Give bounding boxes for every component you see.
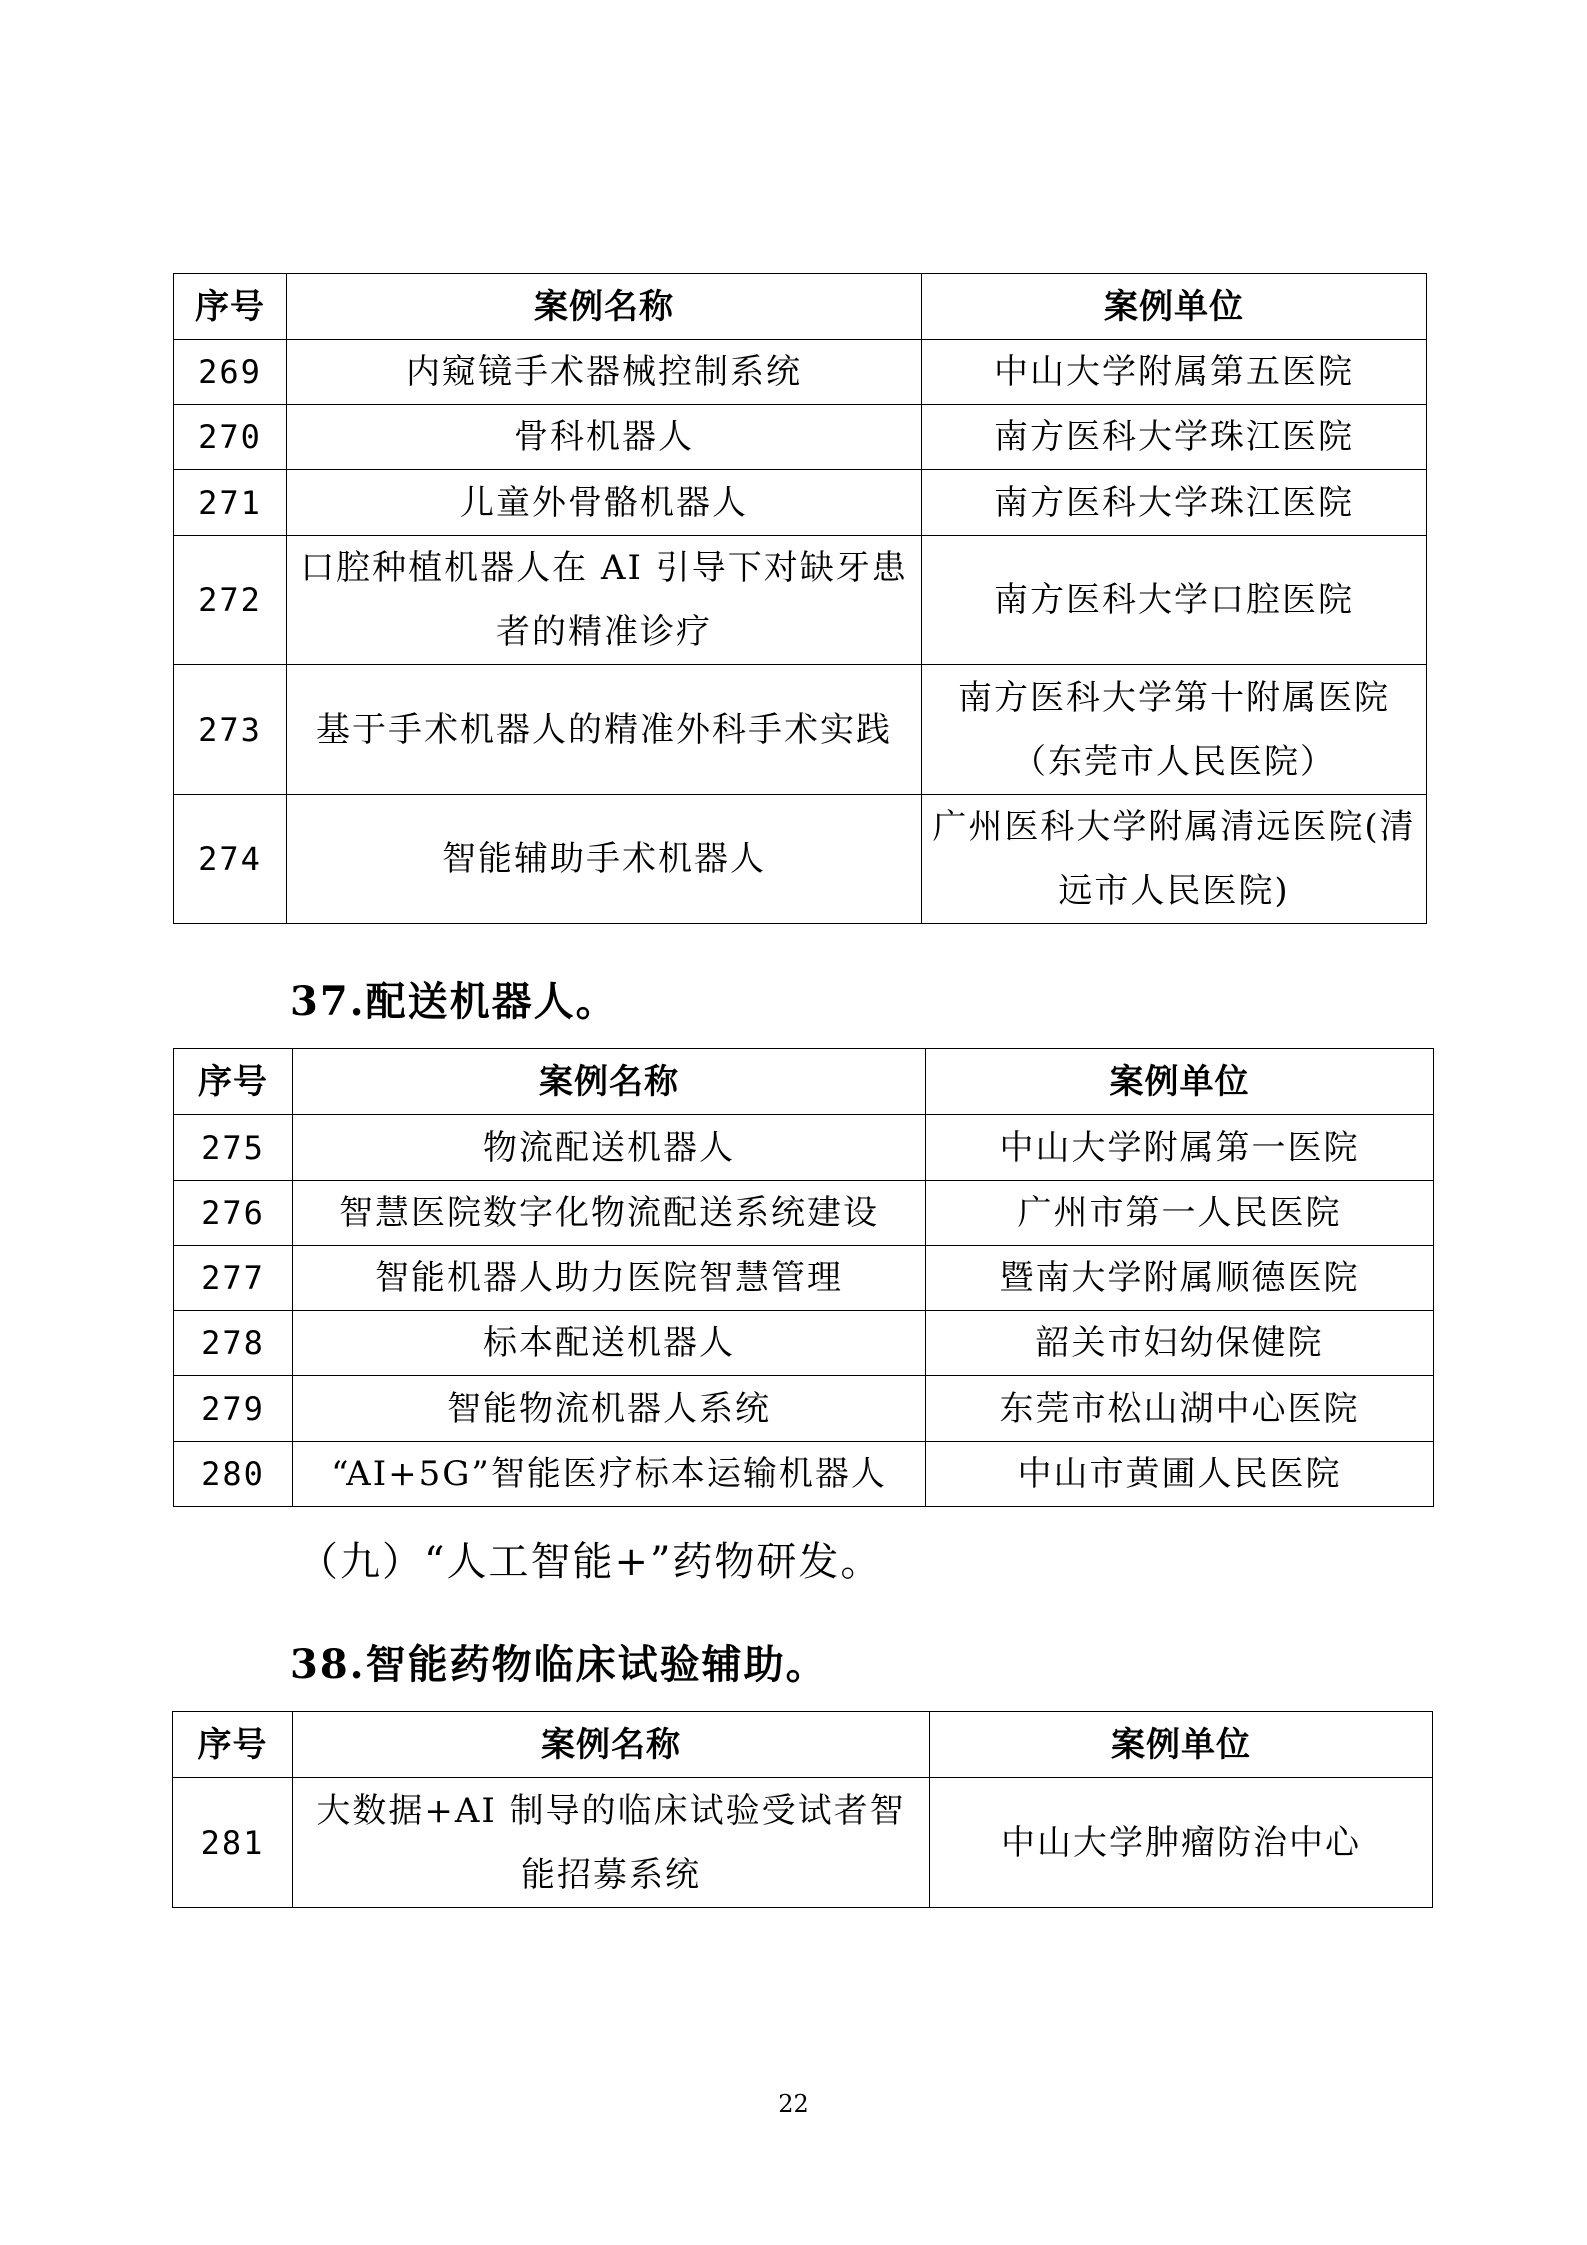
row-num: 273 bbox=[174, 665, 287, 795]
row-unit: 南方医科大学珠江医院 bbox=[922, 405, 1427, 470]
row-num: 271 bbox=[174, 470, 287, 536]
row-num: 270 bbox=[174, 405, 287, 470]
row-num: 272 bbox=[174, 536, 287, 665]
table-row bbox=[173, 1778, 1433, 1908]
row-name: 智能辅助手术机器人 bbox=[287, 795, 922, 924]
header-num: 序号 bbox=[174, 1049, 293, 1115]
table-row bbox=[174, 1246, 1434, 1311]
table-row bbox=[174, 1181, 1434, 1246]
header-name: 案例名称 bbox=[293, 1712, 930, 1778]
row-name: 骨科机器人 bbox=[287, 405, 922, 470]
row-name: 基于手术机器人的精准外科手术实践 bbox=[287, 665, 922, 795]
row-num: 281 bbox=[173, 1778, 293, 1908]
header-unit: 案例单位 bbox=[926, 1049, 1434, 1115]
section-heading-9: （九）“人工智能+”药物研发。 bbox=[298, 1539, 883, 1585]
header-unit: 案例单位 bbox=[922, 274, 1427, 340]
row-name: 儿童外骨骼机器人 bbox=[287, 470, 922, 536]
row-num: 274 bbox=[174, 795, 287, 924]
page-number: 22 bbox=[778, 2090, 809, 2118]
row-name: 智慧医院数字化物流配送系统建设 bbox=[293, 1181, 926, 1246]
table-row bbox=[174, 1376, 1434, 1442]
row-name: 内窥镜手术器械控制系统 bbox=[287, 340, 922, 405]
table-row bbox=[174, 1311, 1434, 1376]
header-name: 案例名称 bbox=[287, 274, 922, 340]
row-unit: 东莞市松山湖中心医院 bbox=[926, 1376, 1434, 1442]
row-unit: 广州市第一人民医院 bbox=[926, 1181, 1434, 1246]
row-unit: 中山大学肿瘤防治中心 bbox=[930, 1778, 1433, 1908]
row-num: 275 bbox=[174, 1115, 293, 1181]
row-unit: 中山市黄圃人民医院 bbox=[926, 1442, 1434, 1507]
row-num: 280 bbox=[174, 1442, 293, 1507]
table-row bbox=[174, 1442, 1434, 1507]
table-row bbox=[174, 470, 1427, 536]
case-table-2 bbox=[173, 1048, 1434, 1507]
table-row bbox=[174, 536, 1427, 665]
table-row bbox=[174, 340, 1427, 405]
header-num: 序号 bbox=[174, 274, 287, 340]
row-num: 276 bbox=[174, 1181, 293, 1246]
row-name: 智能物流机器人系统 bbox=[293, 1376, 926, 1442]
row-name: “AI+5G”智能医疗标本运输机器人 bbox=[293, 1442, 926, 1507]
header-name: 案例名称 bbox=[293, 1049, 926, 1115]
section-heading-37: 37.配送机器人。 bbox=[290, 978, 618, 1025]
case-table-3 bbox=[172, 1711, 1433, 1908]
row-name: 大数据+AI 制导的临床试验受试者智能招募系统 bbox=[293, 1778, 930, 1908]
row-unit: 韶关市妇幼保健院 bbox=[926, 1311, 1434, 1376]
row-unit: 广州医科大学附属清远医院(清远市人民医院) bbox=[922, 795, 1427, 924]
row-unit: 南方医科大学珠江医院 bbox=[922, 470, 1427, 536]
row-unit: 中山大学附属第一医院 bbox=[926, 1115, 1434, 1181]
table-row bbox=[174, 1115, 1434, 1181]
row-num: 269 bbox=[174, 340, 287, 405]
header-unit: 案例单位 bbox=[930, 1712, 1433, 1778]
case-table-1 bbox=[173, 273, 1427, 924]
table-row bbox=[174, 405, 1427, 470]
header-num: 序号 bbox=[173, 1712, 293, 1778]
row-num: 277 bbox=[174, 1246, 293, 1311]
row-name: 智能机器人助力医院智慧管理 bbox=[293, 1246, 926, 1311]
row-name: 口腔种植机器人在 AI 引导下对缺牙患者的精准诊疗 bbox=[287, 536, 922, 665]
row-unit: 南方医科大学第十附属医院（东莞市人民医院） bbox=[922, 665, 1427, 795]
table-row bbox=[174, 795, 1427, 924]
row-unit: 暨南大学附属顺德医院 bbox=[926, 1246, 1434, 1311]
row-num: 278 bbox=[174, 1311, 293, 1376]
table-row bbox=[174, 665, 1427, 795]
section-heading-38: 38.智能药物临床试验辅助。 bbox=[290, 1641, 828, 1688]
row-name: 物流配送机器人 bbox=[293, 1115, 926, 1181]
row-unit: 中山大学附属第五医院 bbox=[922, 340, 1427, 405]
row-unit: 南方医科大学口腔医院 bbox=[922, 536, 1427, 665]
row-name: 标本配送机器人 bbox=[293, 1311, 926, 1376]
row-num: 279 bbox=[174, 1376, 293, 1442]
